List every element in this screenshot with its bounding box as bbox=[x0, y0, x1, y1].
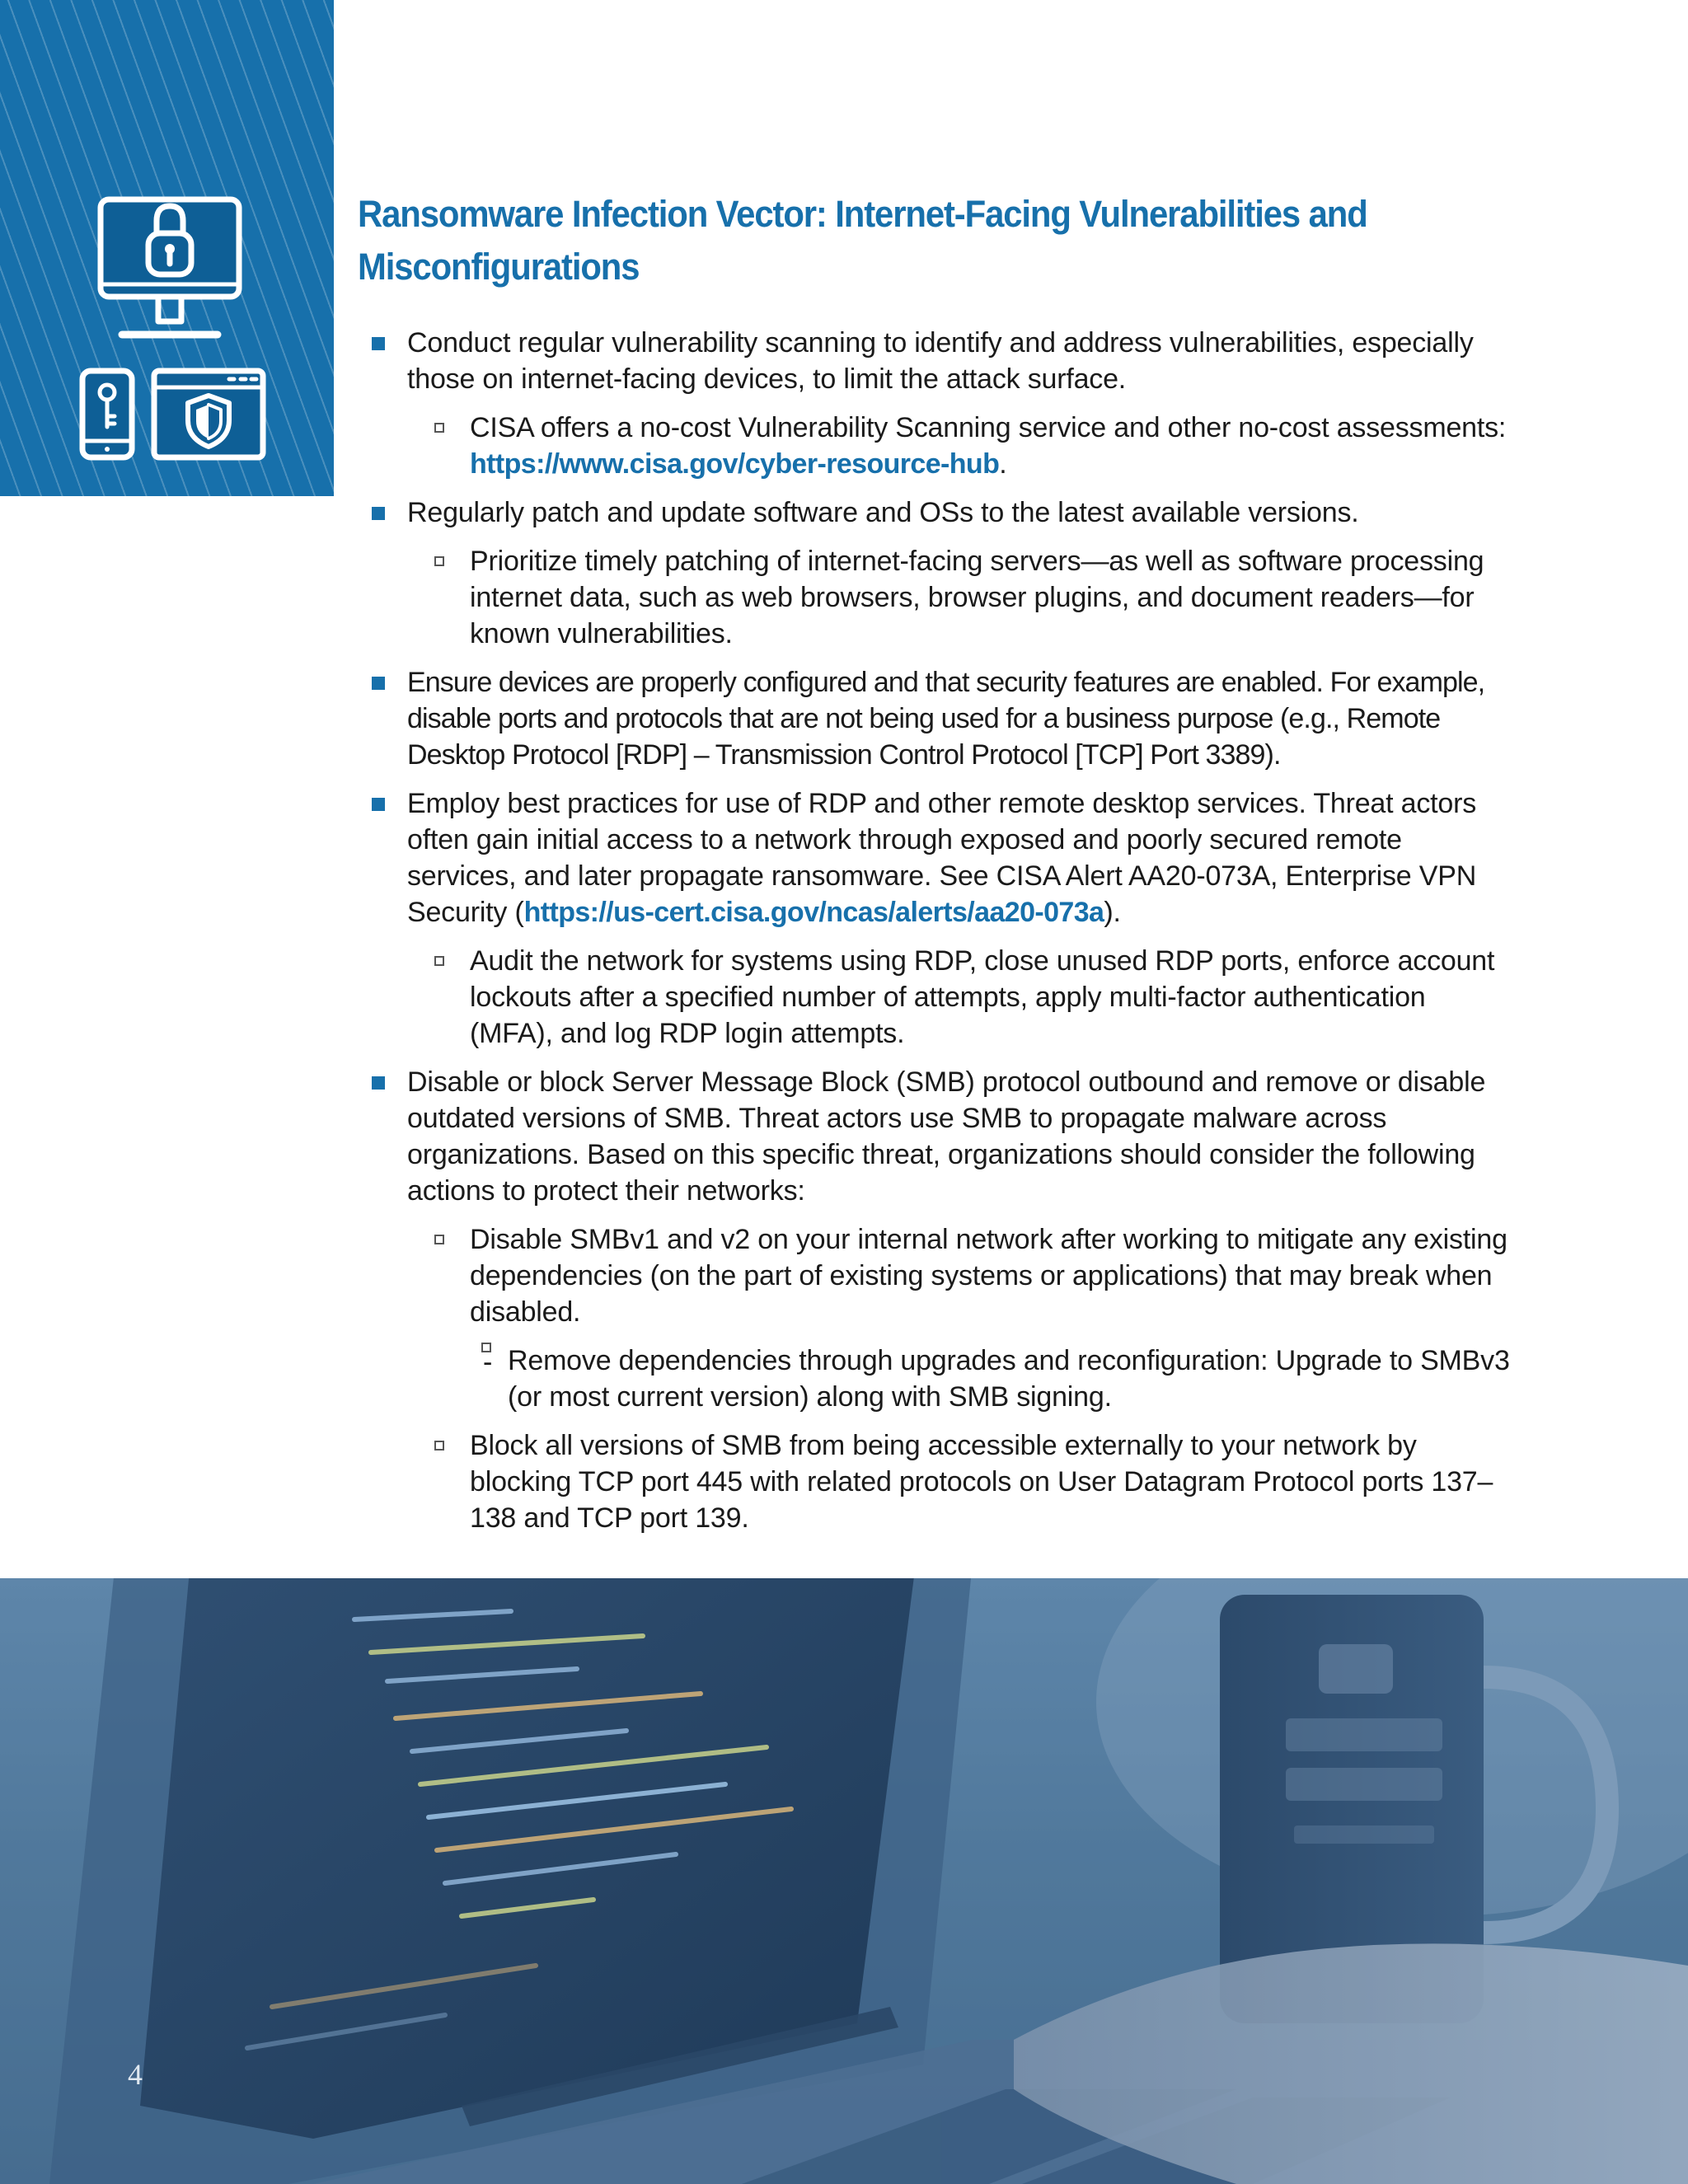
hollow-square-bullet-icon bbox=[434, 1441, 444, 1451]
dash-bullet: - bbox=[481, 1343, 491, 1352]
sub-list bbox=[407, 410, 1512, 482]
cyber-resource-hub-link[interactable]: https://www.cisa.gov/cyber-resource-hub bbox=[470, 448, 1000, 480]
sub-list-item bbox=[407, 410, 1512, 482]
sub-list bbox=[407, 943, 1512, 1052]
phone-key-icon bbox=[82, 371, 132, 457]
list-item bbox=[358, 664, 1512, 773]
sub-list-item-text: Audit the network for systems using RDP, close unused RDP ports, enforce account lockouts after a specified number of attempts, apply multi-factor authentication (MFA), and log RDP login attempts. bbox=[470, 945, 1495, 1049]
bullet-list bbox=[358, 325, 1512, 1536]
sub-list-item-text: Block all versions of SMB from being accessible externally to your network by blocking TCP port 445 with related protocols on User Datagram Protocol ports 137–138 and TCP port 139. bbox=[470, 1430, 1493, 1534]
square-bullet-icon bbox=[372, 677, 385, 690]
sub-sub-list-item bbox=[470, 1343, 1512, 1415]
hollow-square-bullet-icon bbox=[434, 556, 444, 566]
page-title: Ransomware Infection Vector: Internet-Facing Vulnerabilities and Misconfigurations bbox=[358, 193, 1367, 288]
sub-sub-list-item-text: Remove dependencies through upgrades and reconfiguration: Upgrade to SMBv3 (or most current version) along with SMB signing. bbox=[508, 1345, 1510, 1413]
sub-sub-list bbox=[470, 1343, 1512, 1415]
square-bullet-icon bbox=[372, 798, 385, 811]
list-item-text-end: ). bbox=[1104, 897, 1121, 928]
sub-list-item bbox=[407, 943, 1512, 1052]
sub-list-item-text: Disable SMBv1 and v2 on your internal network after working to mitigate any existing dependencies (on the part of existing systems or applications) that may break when disabled. bbox=[470, 1224, 1507, 1328]
list-item-text: Disable or block Server Message Block (SMB) protocol outbound and remove or disable outdated versions of SMB. Threat actors use SMB to propagate malware across organizations. Based on this specific threat, organizations should consider the following actions to protect their networks: bbox=[407, 1066, 1486, 1207]
laptop-photo bbox=[0, 1578, 1688, 2184]
sub-list bbox=[407, 543, 1512, 652]
square-bullet-icon bbox=[372, 507, 385, 520]
sub-list-item-text: CISA offers a no-cost Vulnerability Scanning service and other no-cost assessments: bbox=[470, 412, 1507, 443]
alert-aa20-073a-link[interactable]: https://us-cert.cisa.gov/ncas/alerts/aa20-073a bbox=[523, 897, 1104, 928]
main-content bbox=[358, 188, 1512, 1549]
list-item bbox=[358, 785, 1512, 1052]
square-bullet-icon bbox=[372, 337, 385, 350]
sub-list-item bbox=[407, 1427, 1512, 1536]
list-item bbox=[358, 325, 1512, 482]
sub-list-item bbox=[407, 1221, 1512, 1415]
square-bullet-icon bbox=[372, 1076, 385, 1090]
sub-list-item bbox=[407, 543, 1512, 652]
hollow-square-bullet-icon bbox=[434, 956, 444, 966]
icon-panel bbox=[0, 0, 334, 496]
monitor-lock-icon bbox=[101, 199, 239, 335]
sub-list bbox=[407, 1221, 1512, 1536]
list-item bbox=[358, 494, 1512, 652]
sub-list-item-text: Prioritize timely patching of internet-facing servers—as well as software processing internet data, such as web browsers, browser plugins, and document readers—for known vulnerabilities. bbox=[470, 546, 1484, 649]
browser-shield-icon bbox=[154, 371, 263, 457]
page-number: 4 bbox=[128, 2058, 143, 2091]
list-item-text: Employ best practices for use of RDP and other remote desktop services. Threat actors often gain initial access to a network through exposed and poorly secured remote services, and later propagate ransomware. See CISA Alert AA20-073A, Enterprise VPN Security ( bbox=[407, 788, 1477, 928]
list-item-text: Regularly patch and update software and OSs to the latest available versions. bbox=[407, 497, 1359, 528]
list-item-text: Conduct regular vulnerability scanning to identify and address vulnerabilities, especially those on internet-facing devices, to limit the attack surface. bbox=[407, 327, 1474, 395]
list-item-text: Ensure devices are properly configured and that security features are enabled. For example, disable ports and protocols that are not being used for a business purpose (e.g., Remote Desktop Protocol [RDP] – Transmission Control Protocol [TCP] Port 3389). bbox=[407, 667, 1485, 771]
list-item bbox=[358, 1064, 1512, 1536]
hollow-square-bullet-icon bbox=[434, 423, 444, 433]
hollow-square-bullet-icon bbox=[434, 1235, 444, 1244]
sub-list-item-text-end: . bbox=[999, 448, 1007, 480]
